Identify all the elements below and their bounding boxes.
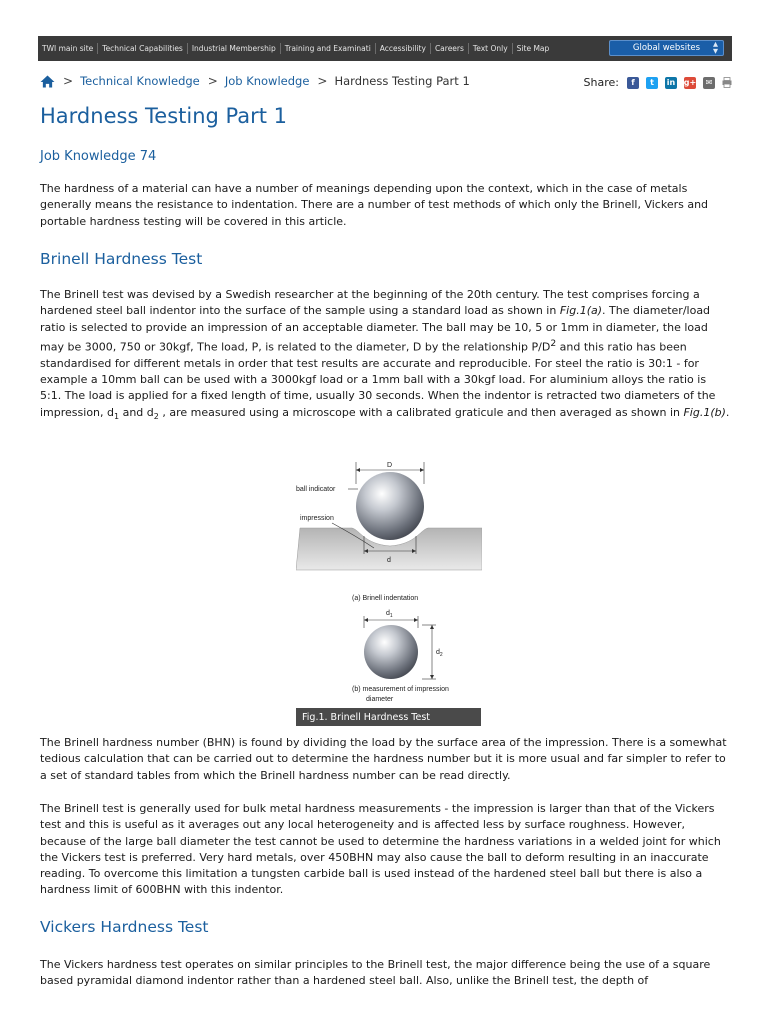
vickers-paragraph-1: The Vickers hardness test operates on similar principles to the Brinell test, the major difference being the use of a square based pyramidal diamond indentor rather than a hardened steel ball. Also, unlike the Brinell test, the depth of bbox=[40, 958, 711, 988]
brinell-paragraph-3: The Brinell test is generally used for bulk metal hardness measurements - the impression is larger than that of the Vickers test and this is useful as it averages out any local heterogeneity and is affected less by surface roughness. However, because of the large ball diameter the test cannot be used to determine the hardness variations in a welded joint for which the Vickers test is preferred. Very hard metals, over 450BHN may also cause the ball to deform resulting in an inaccurate reading. To overcome this limitation a tungsten carbide ball is used instead of the hardened steel ball but there is also a hardness limit of 600BHN with this indentor. bbox=[40, 802, 721, 897]
text-segment: , are measured using a microscope with a calibrated graticule and then averaged as shown in bbox=[158, 405, 684, 419]
fig-1a-reference: Fig.1(a) bbox=[559, 304, 603, 318]
top-navigation-bar bbox=[38, 36, 732, 61]
google-plus-icon[interactable]: g+ bbox=[683, 78, 697, 87]
brinell-paragraph-2: The Brinell hardness number (BHN) is found by dividing the load by the surface area of the impression. There is a somewhat tedious calculation that can be carried out to determine the hardness number but it is more usual and far simpler to refer to a set of standard tables from which the Brinell hardness number can be read directly. bbox=[40, 736, 727, 782]
text-segment: The Brinell test was devised by a Swedish researcher at the beginning of the 20th century. The test comprises forcing a hardened steel ball indentor into the surface of the sample using a standard load as shown in bbox=[40, 288, 700, 318]
article-subtitle: Job Knowledge 74 bbox=[40, 149, 157, 164]
subscript: 2 bbox=[153, 411, 159, 421]
text-segment: . The diameter/load ratio is selected to provide an impression of an acceptable diameter. The ball may be 10, 5 or 1mm in diameter, the load may be 3000, 750 or 30kgf, The load, P, is related to the diameter, D by the relationship P/D bbox=[40, 304, 711, 354]
nav-link-site-map[interactable]: Site Map bbox=[516, 44, 550, 53]
label-d: d bbox=[387, 557, 391, 564]
vickers-heading: Vickers Hardness Test bbox=[40, 918, 209, 936]
text-segment: and d bbox=[119, 405, 154, 419]
label-impression: impression bbox=[300, 515, 334, 522]
nav-link-training[interactable]: Training and Examinati bbox=[281, 43, 376, 54]
email-icon[interactable]: ✉ bbox=[703, 77, 715, 89]
caption-b-line-1: (b) measurement of impression bbox=[352, 686, 449, 693]
breadcrumb-job-knowledge[interactable]: Job Knowledge bbox=[224, 74, 310, 88]
nav-link-technical-capabilities[interactable]: Technical Capabilities bbox=[98, 43, 188, 54]
svg-text:d1 bbox=[386, 610, 393, 619]
label-D: D bbox=[387, 462, 393, 469]
text-segment: . bbox=[725, 405, 730, 419]
top-nav-links bbox=[38, 36, 553, 61]
caption-a: (a) Brinell indentation bbox=[352, 595, 419, 602]
label-ball-indicator: ball indicator bbox=[296, 486, 336, 493]
label-d2: d bbox=[436, 649, 440, 656]
nav-link-text-only[interactable]: Text Only bbox=[469, 43, 513, 54]
breadcrumb-technical-knowledge[interactable]: Technical Knowledge bbox=[80, 74, 200, 88]
nav-link-twi-main-site[interactable]: TWI main site bbox=[38, 43, 98, 54]
text-segment: and this ratio has been standardised for different metals in order that test results are accurate and reproducible. For steel the ratio is 30:1 - for example a 10mm ball can be used with a 3000kgf load or a 1mm ball with a 30kgf load. For aluminium alloys the ratio is 5:1. The load is applied for a fixed length of time, usually 30 seconds. When the indentor is retracted two diameters of the impression, d bbox=[40, 340, 716, 419]
global-websites-label: Global websites bbox=[632, 43, 701, 53]
breadcrumb-current: Hardness Testing Part 1 bbox=[334, 74, 470, 88]
label-d2-subscript: 2 bbox=[439, 652, 443, 658]
share-label: Share: bbox=[583, 76, 619, 89]
breadcrumb-separator: > bbox=[63, 74, 74, 88]
brinell-heading: Brinell Hardness Test bbox=[40, 250, 203, 268]
brinell-diagram bbox=[296, 458, 482, 708]
subscript: 1 bbox=[114, 411, 120, 421]
home-icon[interactable] bbox=[40, 75, 55, 88]
up-down-chevron-icon: ▲ ▼ bbox=[713, 40, 718, 55]
print-icon[interactable] bbox=[722, 77, 732, 88]
page-title: Hardness Testing Part 1 bbox=[40, 104, 288, 128]
breadcrumb bbox=[40, 74, 470, 88]
caption-b-line-2: diameter bbox=[366, 696, 394, 703]
nav-link-accessibility[interactable]: Accessibility bbox=[376, 43, 431, 54]
global-websites-select[interactable] bbox=[609, 40, 724, 56]
brinell-figure bbox=[296, 458, 482, 726]
fig-1b-reference: Fig.1(b) bbox=[683, 405, 726, 419]
nav-link-industrial-membership[interactable]: Industrial Membership bbox=[188, 43, 281, 54]
superscript: 2 bbox=[550, 337, 557, 349]
facebook-icon[interactable]: f bbox=[627, 77, 639, 89]
breadcrumb-separator: > bbox=[317, 74, 328, 88]
twitter-icon[interactable]: t bbox=[646, 77, 658, 89]
breadcrumb-separator: > bbox=[207, 74, 218, 88]
svg-text:d2 bbox=[436, 649, 443, 658]
linkedin-icon[interactable]: in bbox=[666, 78, 676, 87]
label-d1-subscript: 1 bbox=[389, 613, 393, 619]
brinell-paragraph-1 bbox=[40, 287, 730, 425]
nav-link-careers[interactable]: Careers bbox=[431, 43, 469, 54]
label-d1: d bbox=[386, 610, 390, 617]
figure-caption: Fig.1. Brinell Hardness Test bbox=[296, 708, 481, 726]
intro-paragraph: The hardness of a material can have a number of meanings depending upon the context, which in the case of metals generally means the resistance to indentation. There are a number of test methods of which only the Brinell, Vickers and portable hardness testing will be covered in this article. bbox=[40, 182, 709, 228]
share-bar bbox=[584, 76, 732, 89]
